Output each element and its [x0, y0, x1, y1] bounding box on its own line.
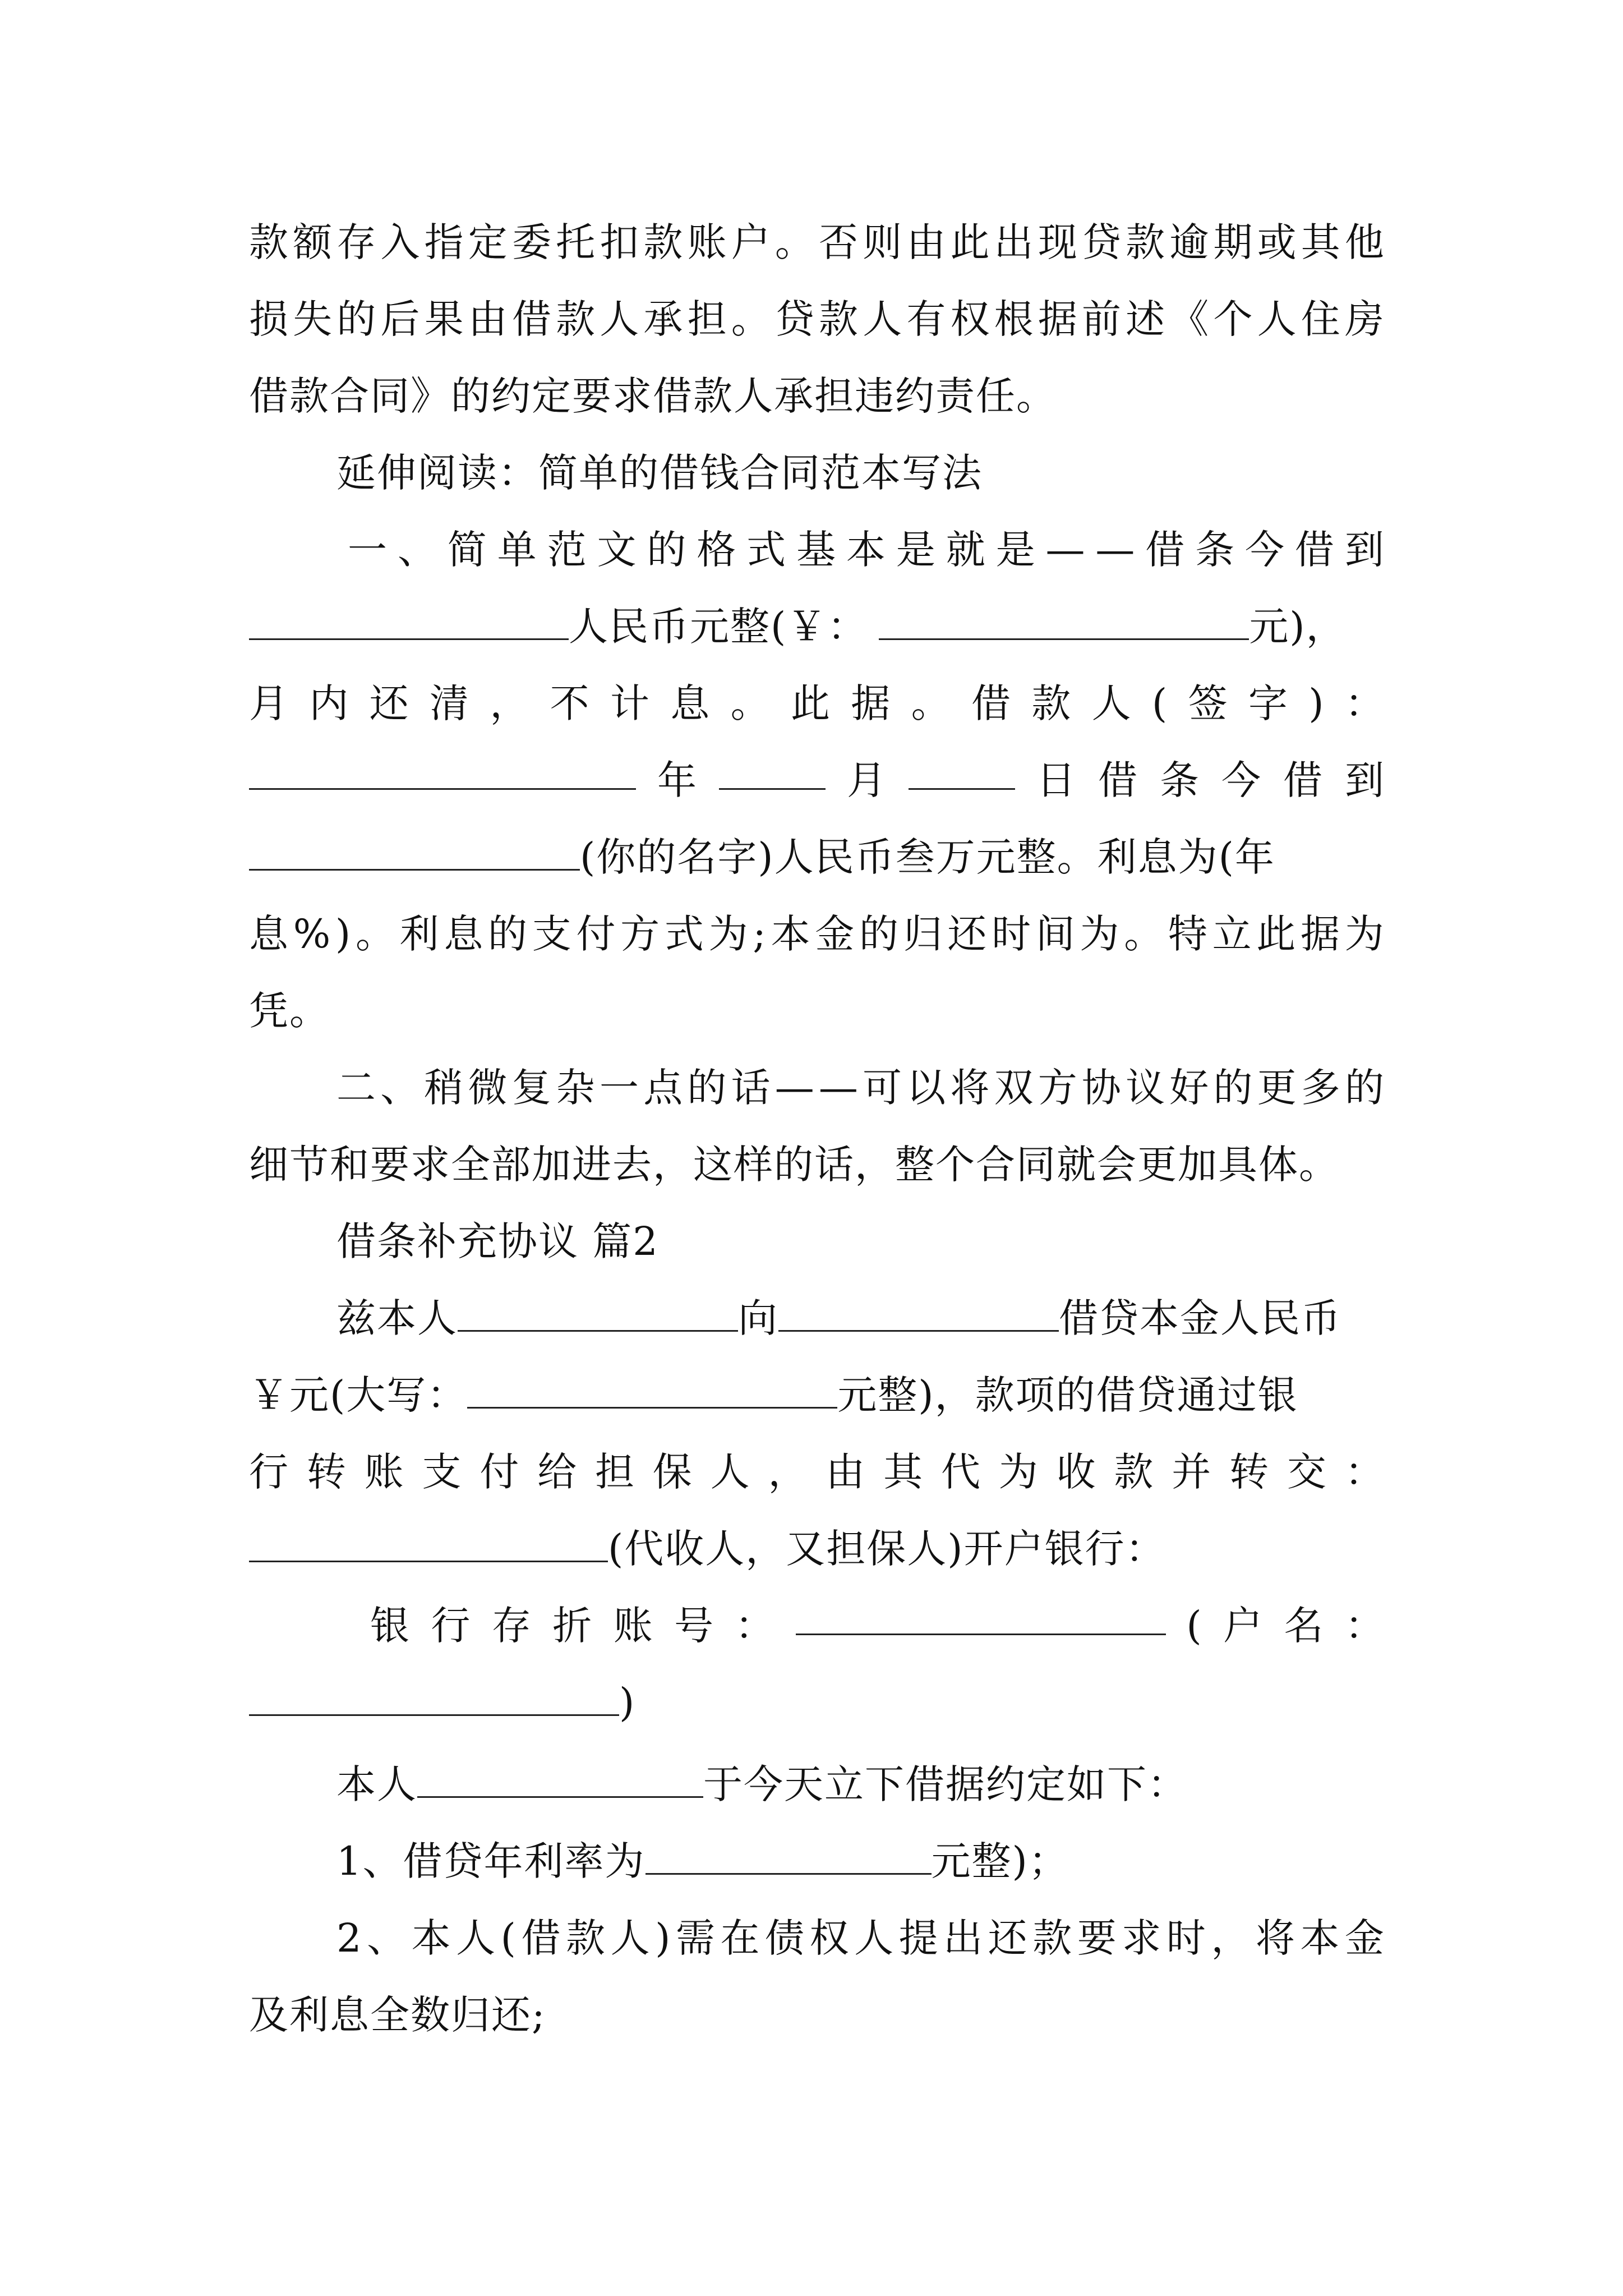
glyph: 可	[863, 1065, 903, 1111]
glyph: 述	[1126, 296, 1166, 342]
glyph: 贷	[1081, 219, 1122, 265]
paragraph-3-line-2	[249, 593, 1385, 660]
glyph: 行	[249, 1449, 289, 1495]
glyph: 。	[774, 219, 815, 265]
glyph: 方	[1038, 1065, 1078, 1111]
glyph: 人	[600, 296, 640, 342]
glyph: 的	[336, 296, 377, 342]
glyph: 息	[249, 911, 289, 957]
glyph: 转	[306, 1449, 347, 1495]
glyph: 借	[971, 680, 1012, 726]
glyph: 款	[819, 296, 860, 342]
glyph: 据	[851, 680, 892, 726]
glyph: 入	[380, 219, 421, 265]
glyph: 前	[1081, 296, 1122, 342]
glyph: 二	[336, 1065, 377, 1111]
glyph: 借	[511, 296, 552, 342]
glyph: ：	[1344, 1603, 1385, 1649]
glyph: 借	[1294, 527, 1335, 573]
glyph: )	[335, 911, 352, 957]
glyph: 要	[1077, 1915, 1118, 1961]
glyph: 号	[674, 1603, 715, 1649]
glyph: 一	[600, 1065, 640, 1111]
glyph: 日	[1036, 757, 1077, 803]
glyph: 户	[731, 219, 772, 265]
paragraph-4-line-2: 细节和要求全部加进去，这样的话，整个合同就会更加具体。	[249, 1142, 1339, 1188]
glyph: 承	[643, 296, 684, 342]
paragraph-5-line-1-text-c: 借贷本金人民币	[1059, 1295, 1341, 1341]
glyph: 、	[397, 527, 438, 573]
glyph: (	[1186, 1603, 1203, 1649]
glyph: 借	[1283, 757, 1324, 803]
glyph: 其	[883, 1449, 924, 1495]
glyph: 据	[1038, 296, 1078, 342]
glyph: 账	[364, 1449, 405, 1495]
glyph: 果	[424, 296, 465, 342]
paragraph-3-line-7: 凭。	[249, 988, 330, 1034]
glyph: 、	[380, 1065, 421, 1111]
glyph: 点	[643, 1065, 684, 1111]
glyph: 的	[1213, 1065, 1254, 1111]
glyph: 还	[369, 680, 410, 726]
paragraph-1-line-3: 借款合同》的约定要求借款人承担违约责任。	[249, 373, 1057, 419]
glyph: 息	[670, 680, 711, 726]
glyph: ：	[735, 1603, 776, 1649]
glyph: 为	[708, 911, 749, 957]
glyph: 由	[468, 296, 509, 342]
glyph: 本	[1300, 1915, 1341, 1961]
glyph: 户	[1223, 1603, 1264, 1649]
glyph: %	[293, 911, 332, 957]
glyph: 是	[896, 527, 937, 573]
glyph: 《	[1169, 296, 1210, 342]
glyph: 式	[746, 527, 787, 573]
glyph: 人	[863, 296, 903, 342]
glyph: 借	[1098, 757, 1138, 803]
glyph: 后	[380, 296, 421, 342]
glyph: 人	[1257, 296, 1298, 342]
glyph: 指	[424, 219, 465, 265]
glyph: 归	[903, 911, 944, 957]
glyph: 根	[994, 296, 1035, 342]
glyph: 就	[946, 527, 986, 573]
glyph: ;	[753, 911, 767, 957]
glyph: 债	[765, 1915, 806, 1961]
glyph: 月	[249, 680, 289, 726]
blank-your-name	[249, 827, 580, 871]
glyph: 款	[1126, 219, 1166, 265]
glyph: 账	[613, 1603, 654, 1649]
glyph: 杂	[555, 1065, 596, 1111]
paragraph-3-line-2-text-b: 元)，	[1249, 604, 1347, 650]
paragraph-3-line-4	[249, 747, 1385, 814]
glyph: 求	[1122, 1915, 1163, 1961]
glyph: 账	[687, 219, 728, 265]
glyph: 贷	[774, 296, 815, 342]
glyph: 不	[550, 680, 591, 726]
glyph: 以	[906, 1065, 947, 1111]
glyph: 内	[309, 680, 350, 726]
glyph: 存	[491, 1603, 532, 1649]
glyph: )	[655, 1915, 672, 1961]
blank-lender-name	[458, 1289, 738, 1332]
glyph: 支	[422, 1449, 463, 1495]
glyph: 扣	[600, 219, 640, 265]
glyph: 的	[1344, 1065, 1385, 1111]
glyph: 支	[532, 911, 573, 957]
glyph: ，	[490, 680, 531, 726]
glyph: 借	[521, 1915, 562, 1961]
glyph: 。	[730, 680, 771, 726]
glyph: 提	[898, 1915, 939, 1961]
blank-year	[249, 747, 636, 790]
glyph: 立	[1212, 911, 1253, 957]
glyph: 权	[809, 1915, 850, 1961]
blank-amount-in-words	[467, 1365, 837, 1409]
paragraph-5-line-2	[249, 1361, 1385, 1429]
glyph: 复	[511, 1065, 552, 1111]
paragraph-3-line-1	[348, 516, 1385, 583]
glyph: 今	[1221, 757, 1262, 803]
paragraph-5-line-5	[370, 1592, 1385, 1659]
glyph: 则	[863, 219, 903, 265]
glyph: 出	[994, 219, 1035, 265]
glyph: 到	[1344, 527, 1385, 573]
glyph: 利	[399, 911, 440, 957]
glyph: 式	[664, 911, 705, 957]
glyph: 需	[675, 1915, 716, 1961]
paragraph-5-line-4	[249, 1515, 1385, 1582]
glyph: 。	[1124, 911, 1165, 957]
blank-interest-rate	[645, 1832, 932, 1875]
glyph: 特	[1168, 911, 1209, 957]
paragraph-6-text-a: 本人	[336, 1761, 417, 1807]
glyph: 为	[1344, 911, 1385, 957]
glyph: 代	[940, 1449, 981, 1495]
glyph: 逾	[1169, 219, 1210, 265]
glyph: 名	[1284, 1603, 1325, 1649]
glyph: 的	[488, 911, 529, 957]
extended-reading-line: 延伸阅读：简单的借钱合同范本写法	[336, 450, 983, 496]
glyph: 今	[1245, 527, 1286, 573]
glyph: 款	[566, 1915, 607, 1961]
glyph: 在	[720, 1915, 761, 1961]
glyph: 款	[249, 219, 289, 265]
paragraph-5-line-2-text-a: ￥元(大写：	[249, 1372, 468, 1418]
paragraph-4-line-1	[336, 1054, 1385, 1121]
glyph: 人	[710, 1449, 751, 1495]
glyph: 话	[731, 1065, 772, 1111]
glyph: 字	[1248, 680, 1289, 726]
glyph: (	[500, 1915, 517, 1961]
section-heading: 借条补充协议 篇2	[336, 1218, 659, 1264]
paragraph-1-line-2	[249, 286, 1385, 353]
glyph: 借	[1145, 527, 1186, 573]
glyph: 协	[1081, 1065, 1122, 1111]
glyph: 房	[1344, 296, 1385, 342]
paragraph-5-line-1-text-b: 向	[738, 1295, 778, 1341]
blank-account-holder	[249, 1673, 619, 1716]
glyph: 现	[1038, 219, 1078, 265]
glyph: 或	[1257, 219, 1298, 265]
glyph: 人	[610, 1915, 651, 1961]
glyph: 将	[1255, 1915, 1296, 1961]
glyph: 个	[1213, 296, 1254, 342]
glyph: )	[1308, 680, 1325, 726]
paragraph-5-line-6	[249, 1669, 1385, 1736]
glyph: 还	[988, 1915, 1029, 1961]
glyph: 格	[697, 527, 737, 573]
paragraph-3-line-3	[249, 670, 1385, 737]
glyph: ：	[1344, 1449, 1385, 1495]
glyph: 人	[456, 1915, 497, 1961]
glyph: 间	[1035, 911, 1076, 957]
glyph: 。	[355, 911, 396, 957]
glyph: 基	[796, 527, 837, 573]
glyph: 其	[1301, 219, 1341, 265]
blank-bank-account	[796, 1592, 1166, 1635]
glyph: 息	[444, 911, 485, 957]
blank-principal-name	[417, 1755, 703, 1798]
glyph: 存	[336, 219, 377, 265]
glyph: 年	[657, 757, 698, 803]
glyph: 更	[1257, 1065, 1298, 1111]
glyph: 银	[370, 1603, 411, 1649]
blank-month	[719, 747, 826, 790]
glyph: 金	[1344, 1915, 1385, 1961]
glyph: 多	[1301, 1065, 1341, 1111]
glyph: 期	[1213, 219, 1254, 265]
glyph: 本	[771, 911, 811, 957]
glyph: 议	[1126, 1065, 1166, 1111]
paragraph-5-line-1-text-a: 兹本人	[336, 1295, 458, 1341]
glyph: 委	[511, 219, 552, 265]
glyph: 由	[826, 1449, 866, 1495]
paragraph-6-line	[336, 1751, 1385, 1818]
blank-borrower-name-2	[778, 1289, 1059, 1332]
glyph: 权	[950, 296, 991, 342]
glyph: 将	[950, 1065, 991, 1111]
glyph: 出	[943, 1915, 984, 1961]
glyph: 人	[1091, 680, 1132, 726]
paragraph-6-text-b: 于今天立下借据约定如下：	[703, 1761, 1188, 1807]
glyph: 为	[1080, 911, 1121, 957]
glyph: 到	[1345, 757, 1385, 803]
glyph: 金	[815, 911, 856, 957]
glyph: 的	[687, 1065, 728, 1111]
glyph: 付	[576, 911, 617, 957]
paragraph-5-line-6-text: )	[619, 1680, 636, 1726]
glyph: 双	[994, 1065, 1035, 1111]
paragraph-5-line-3	[249, 1438, 1385, 1506]
glyph: 并	[1172, 1449, 1212, 1495]
glyph: 的	[859, 911, 900, 957]
glyph: (	[1151, 680, 1169, 726]
glyph: 他	[1344, 219, 1385, 265]
glyph: 、	[367, 1915, 408, 1961]
glyph: 失	[293, 296, 334, 342]
glyph: 范	[547, 527, 588, 573]
paragraph-5-line-2-text-b: 元整)，款项的借贷通过银	[837, 1372, 1298, 1418]
paragraph-7-line	[336, 1828, 1385, 1895]
glyph: 定	[468, 219, 509, 265]
glyph: 据	[1301, 911, 1341, 957]
glyph: 转	[1229, 1449, 1270, 1495]
paragraph-7-text-a: 1、借贷年利率为	[336, 1838, 645, 1884]
paragraph-8-line-2: 及利息全数归还;	[249, 1992, 546, 2038]
glyph: 的	[647, 527, 688, 573]
glyph: 条	[1195, 527, 1236, 573]
glyph: 此	[1256, 911, 1297, 957]
glyph: 有	[906, 296, 947, 342]
glyph: 收	[1056, 1449, 1097, 1495]
glyph: 简	[447, 527, 488, 573]
glyph: 是	[995, 527, 1036, 573]
glyph: 时	[992, 911, 1032, 957]
glyph: 稍	[424, 1065, 465, 1111]
glyph: 否	[819, 219, 860, 265]
glyph: 。	[911, 680, 952, 726]
glyph: ：	[1344, 680, 1385, 726]
paragraph-1-line-1	[249, 209, 1385, 276]
blank-amount-figure	[879, 597, 1249, 640]
glyph: 款	[1032, 1915, 1073, 1961]
paragraph-7-text-b: 元整)；	[931, 1838, 1069, 1884]
glyph: —	[1095, 527, 1136, 573]
glyph: 担	[594, 1449, 635, 1495]
glyph: 签	[1188, 680, 1229, 726]
glyph: ，	[768, 1449, 809, 1495]
glyph: 交	[1287, 1449, 1327, 1495]
glyph: 款	[1031, 680, 1072, 726]
glyph: 微	[468, 1065, 509, 1111]
paragraph-5-line-1	[336, 1285, 1385, 1352]
glyph: 损	[249, 296, 289, 342]
glyph: 住	[1301, 296, 1341, 342]
blank-borrower-name	[249, 597, 569, 640]
glyph: 2	[336, 1915, 363, 1961]
glyph: 给	[537, 1449, 578, 1495]
glyph: 额	[293, 219, 334, 265]
glyph: 折	[552, 1603, 593, 1649]
glyph: 付	[479, 1449, 520, 1495]
glyph: 人	[854, 1915, 895, 1961]
glyph: ，	[1211, 1915, 1252, 1961]
glyph: 此	[950, 219, 991, 265]
paragraph-3-line-5-text: (你的名字)人民币叁万元整。利息为(年	[580, 834, 1275, 880]
glyph: 保	[652, 1449, 693, 1495]
blank-day	[909, 747, 1015, 790]
glyph: 款	[556, 296, 597, 342]
glyph: 行	[431, 1603, 472, 1649]
blank-guarantor-name	[249, 1519, 608, 1562]
glyph: 文	[597, 527, 638, 573]
glyph: 款	[643, 219, 684, 265]
glyph: 一	[348, 527, 388, 573]
glyph: 方	[620, 911, 661, 957]
glyph: 计	[610, 680, 651, 726]
glyph: 此	[790, 680, 831, 726]
glyph: 单	[497, 527, 538, 573]
glyph: 担	[687, 296, 728, 342]
glyph: —	[774, 1065, 815, 1111]
glyph: 本	[846, 527, 887, 573]
glyph: 由	[906, 219, 947, 265]
glyph: —	[1045, 527, 1086, 573]
glyph: 。	[731, 296, 772, 342]
glyph: 还	[947, 911, 988, 957]
glyph: 托	[556, 219, 597, 265]
paragraph-3-line-6	[249, 900, 1385, 968]
glyph: 条	[1160, 757, 1200, 803]
glyph: 好	[1169, 1065, 1210, 1111]
glyph: —	[818, 1065, 859, 1111]
paragraph-3-line-2-text-a: 人民币元整(￥：	[569, 604, 868, 650]
paragraph-8-line-1	[336, 1904, 1385, 1972]
paragraph-5-line-4-text: (代收人，又担保人)开户银行：	[608, 1526, 1166, 1572]
paragraph-3-line-5	[249, 823, 1385, 891]
glyph: 款	[1114, 1449, 1155, 1495]
glyph: 清	[429, 680, 470, 726]
glyph: 为	[998, 1449, 1039, 1495]
glyph: 本	[411, 1915, 452, 1961]
glyph: 时	[1166, 1915, 1207, 1961]
glyph: 月	[847, 757, 887, 803]
